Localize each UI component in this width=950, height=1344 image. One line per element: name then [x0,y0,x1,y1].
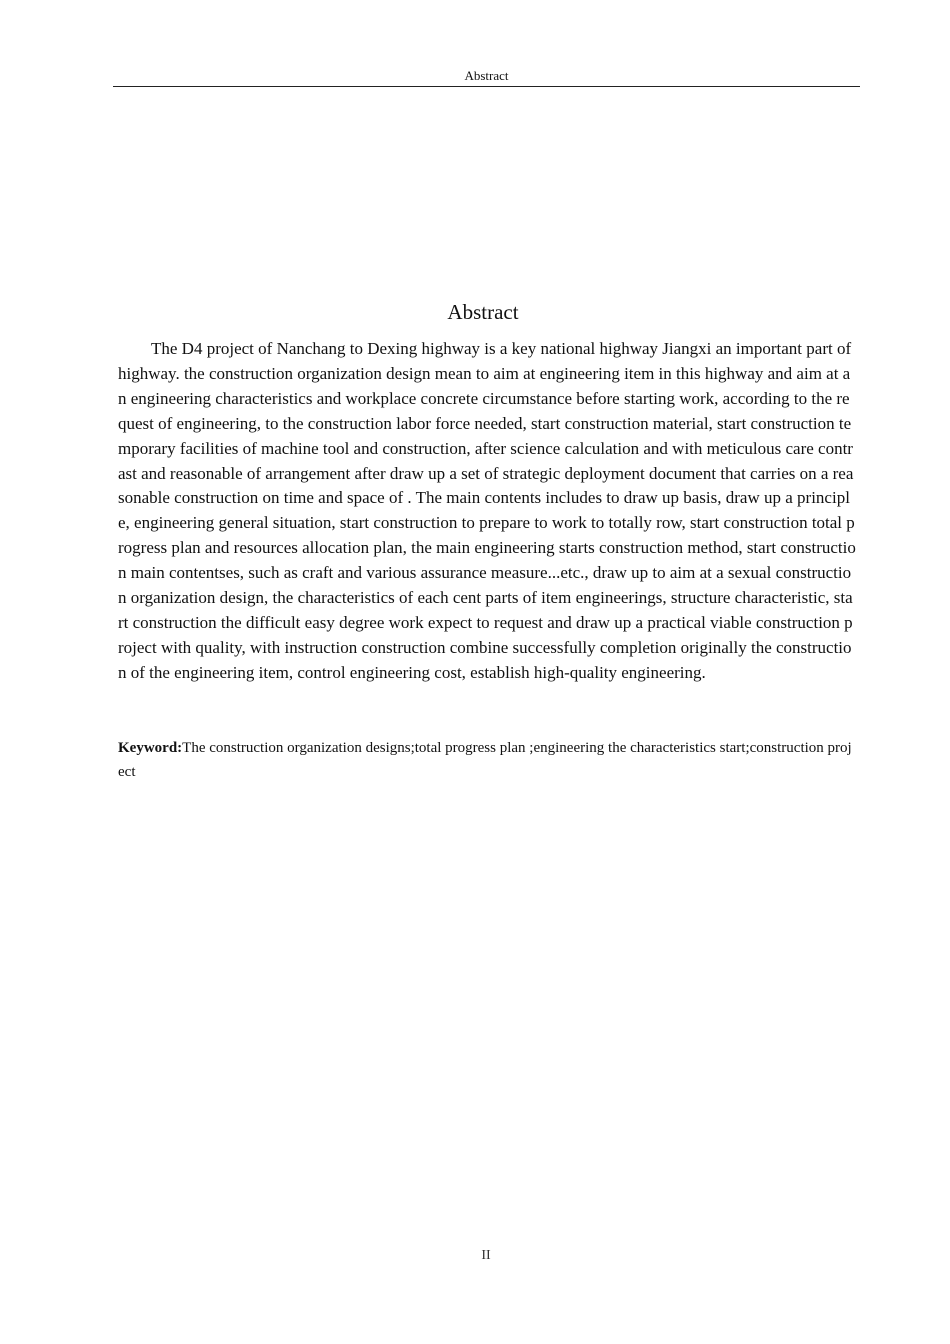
page-number: II [481,1248,491,1263]
keyword-line [118,736,858,784]
abstract-body: The D4 project of Nanchang to Dexing highway is a key national highway Jiangxi an important part of highway. the construction organization design mean to aim at engineering item in this highway and aim at an engineering characteristics and workplace concrete circumstance before starting work, according to the request of engineering, to the construction labor force needed, start construction material, start construction temporary facilities of machine tool and construction, after science calculation and with meticulous care contrast and reasonable of arrangement after draw up a set of strategic deployment document that carries on a reasonable construction on time and space of . The main contents includes to draw up basis, draw up a principle, engineering general situation, start construction to prepare to work to totally row, start construction total progress plan and resources allocation plan, the main engineering starts construction method, start construction main contentses, such as craft and various assurance measure...etc., draw up to aim at a sexual construction organization design, the characteristics of each cent parts of item engineerings, structure characteristic, start construction the difficult easy degree work expect to request and draw up a practical viable construction project with quality, with instruction construction combine successfully completion originally the construction of the engineering item, control engineering cost, establish high-quality engineering. [118,339,856,682]
running-header [113,67,860,87]
keyword-text: The construction organization designs;total progress plan ;engineering the characteristics start;construction project [118,740,852,780]
running-header-title: Abstract [464,68,509,83]
keyword-label: Keyword: [118,740,183,756]
abstract-title: Abstract [447,300,519,324]
